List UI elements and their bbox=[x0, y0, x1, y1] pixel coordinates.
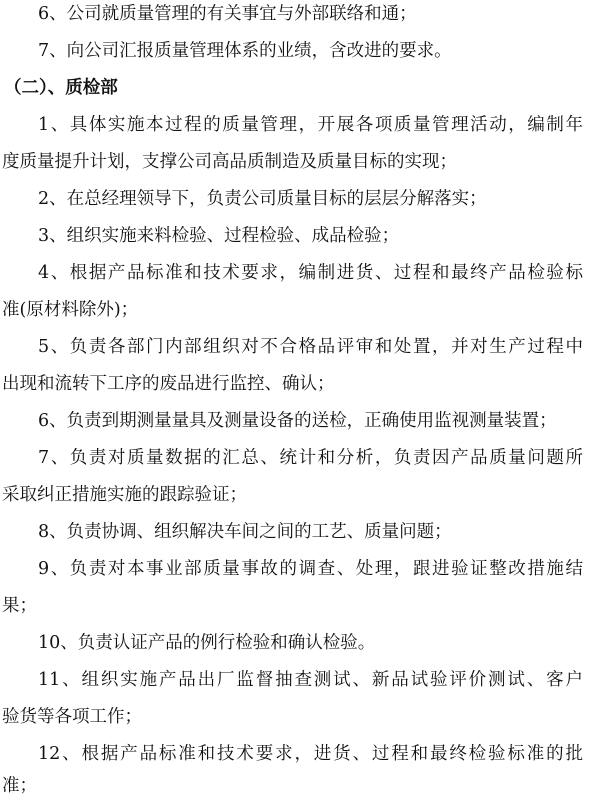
text-line-10: 5、负责各部门内部组织对不合格品评审和处置，并对生产过程中 bbox=[38, 337, 583, 357]
text-line-19: 11、组织实施产品出厂监督抽查测试、新品试验评价测试、客户 bbox=[38, 670, 583, 690]
text-line-14: 采取纠正措施实施的跟踪验证； bbox=[2, 485, 247, 505]
text-line-18: 10、负责认证产品的例行检验和确认检验。 bbox=[38, 633, 376, 653]
text-line-21: 12、根据产品标准和技术要求，进货、过程和最终检验标准的批 bbox=[38, 744, 583, 764]
text-line-20: 验货等各项工作； bbox=[2, 707, 142, 727]
text-line-7: 3、组织实施来料检验、过程检验、成品检验； bbox=[38, 226, 400, 246]
text-line-22: 准； bbox=[2, 776, 37, 796]
section-heading: （二）、质检部 bbox=[4, 78, 118, 98]
text-line-5: 度质量提升计划，支撑公司高品质制造及质量目标的实现； bbox=[2, 152, 457, 172]
text-line-15: 8、负责协调、组织解决车间之间的工艺、质量问题； bbox=[38, 522, 452, 542]
text-line-4: 1、具体实施本过程的质量管理，开展各项质量管理活动，编制年 bbox=[38, 115, 583, 135]
text-line-13: 7、负责对质量数据的汇总、统计和分析，负责因产品质量问题所 bbox=[38, 448, 583, 468]
text-line-11: 出现和流转下工序的废品进行监控、确认； bbox=[2, 374, 335, 394]
text-line-9: 准(原材料除外)； bbox=[2, 300, 139, 320]
text-line-6: 2、在总经理领导下，负责公司质量目标的层层分解落实； bbox=[38, 189, 487, 209]
text-line-2: 7、向公司汇报质量管理体系的业绩，含改进的要求。 bbox=[38, 41, 452, 61]
text-line-8: 4、根据产品标准和技术要求，编制进货、过程和最终产品检验标 bbox=[38, 263, 583, 283]
text-line-17: 果； bbox=[2, 596, 37, 616]
text-line-16: 9、负责对本事业部质量事故的调查、处理，跟进验证整改措施结 bbox=[38, 559, 583, 579]
text-line-12: 6、负责到期测量量具及测量设备的送检，正确使用监视测量装置； bbox=[38, 411, 557, 431]
text-line-1: 6、公司就质量管理的有关事宜与外部联络和通； bbox=[38, 4, 417, 24]
